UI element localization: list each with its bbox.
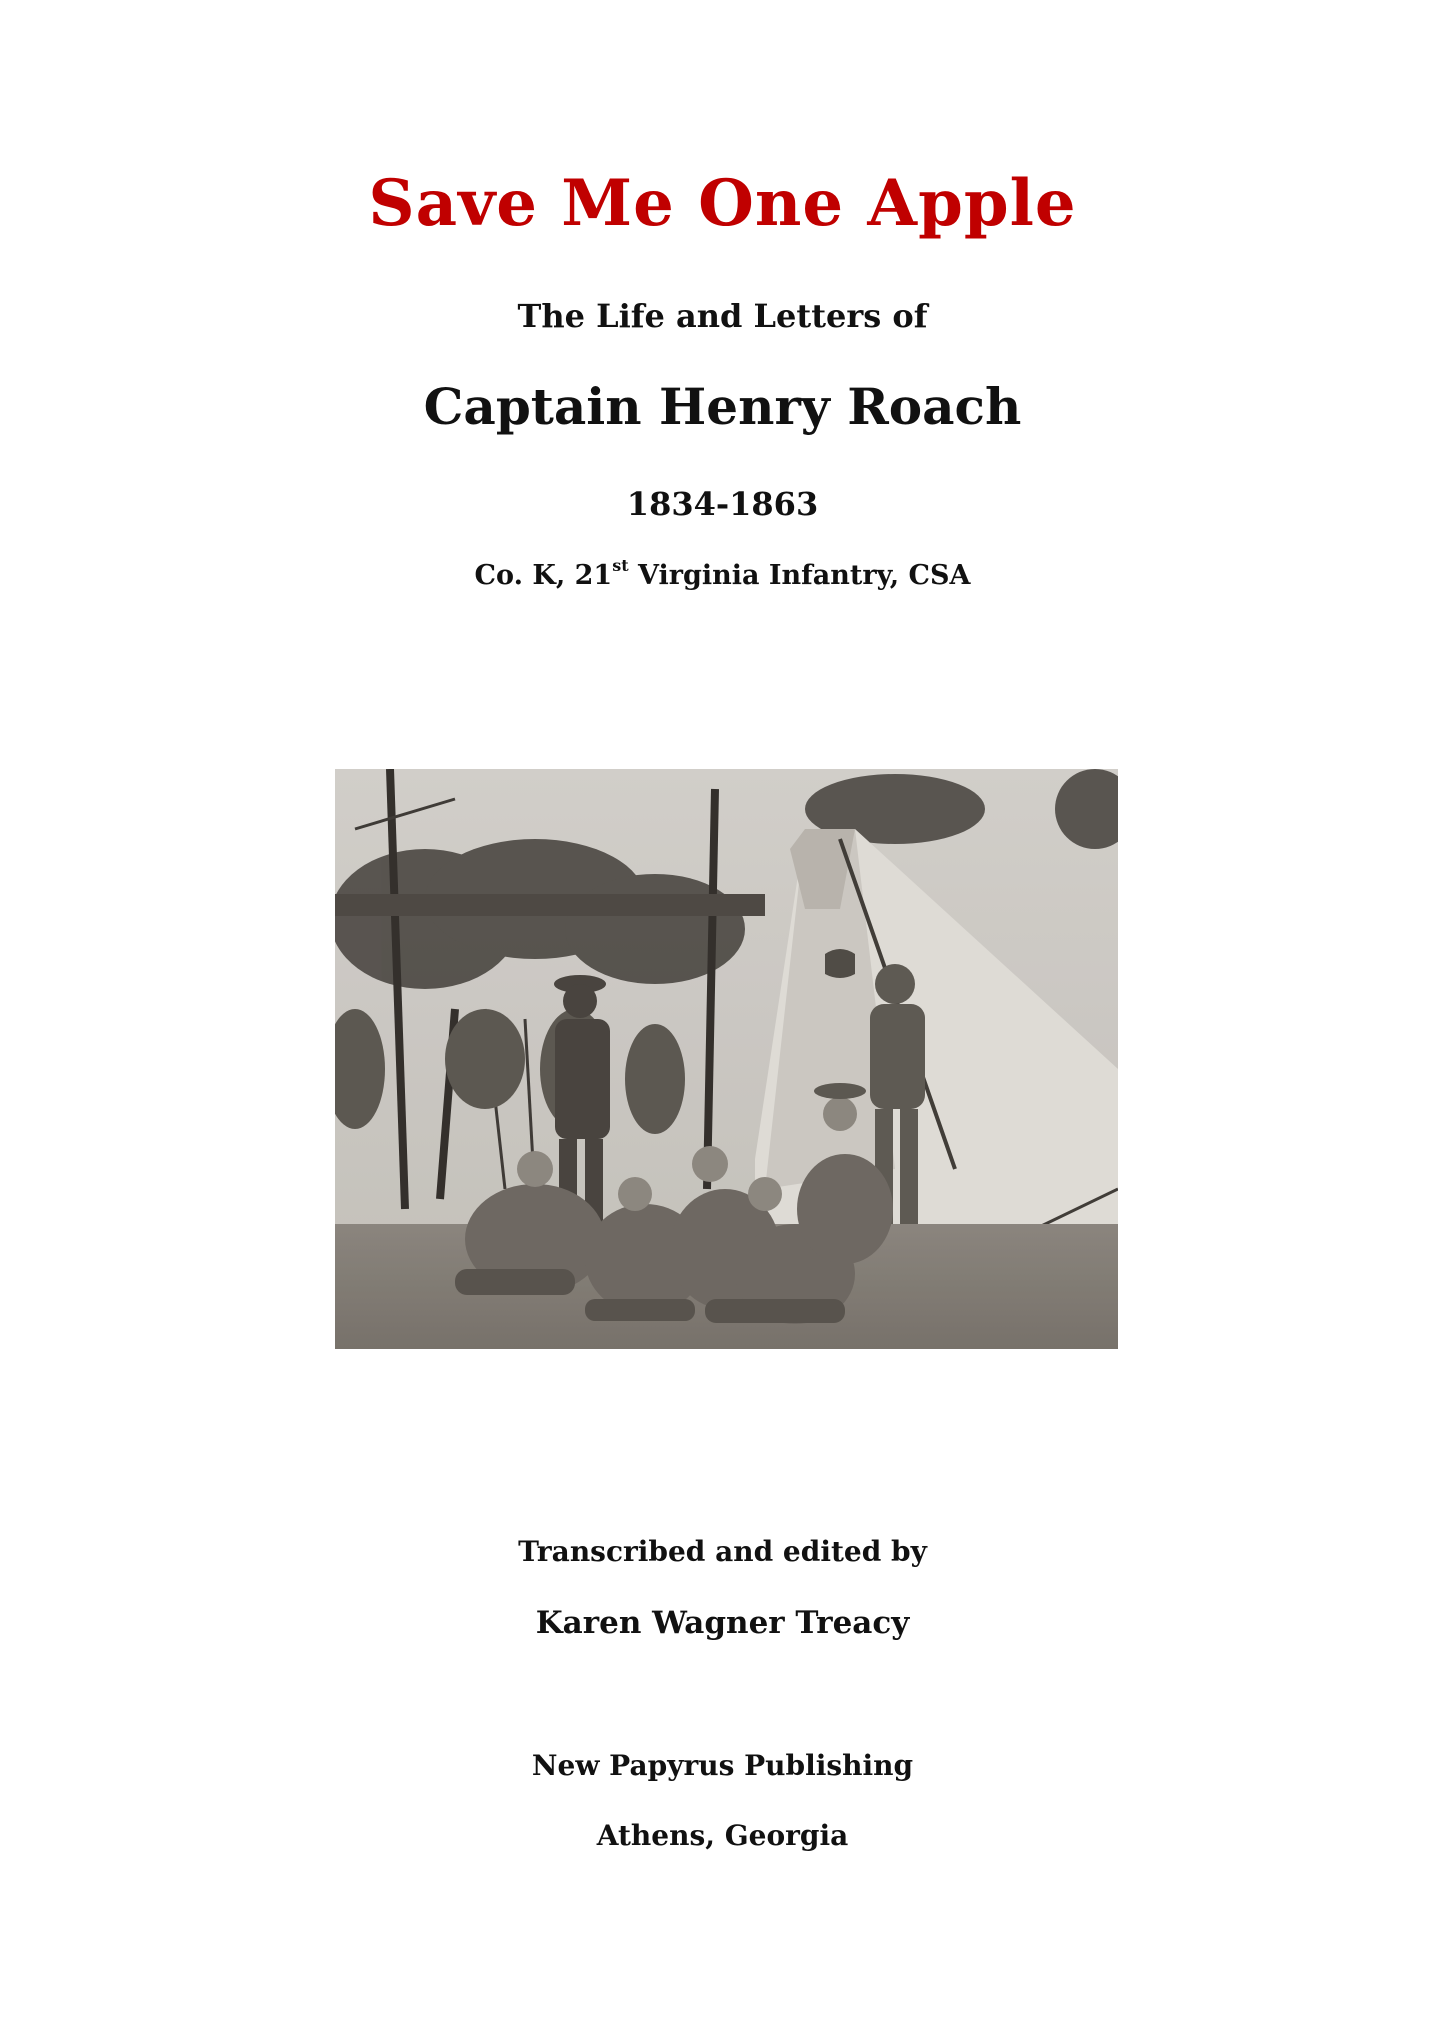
editor-name: Karen Wagner Treacy — [535, 1605, 910, 1641]
life-dates: 1834-1863 — [626, 485, 819, 523]
cover-photograph — [335, 769, 1118, 1349]
military-unit — [0, 556, 1445, 591]
camp-photo-illustration — [335, 769, 1118, 1349]
subject-name: Captain Henry Roach — [423, 377, 1022, 436]
unit-suffix: Virginia Infantry, CSA — [628, 560, 971, 591]
publisher-name: New Papyrus Publishing — [531, 1749, 914, 1782]
unit-ordinal: st — [612, 556, 629, 575]
unit-prefix: Co. K, 21 — [474, 560, 613, 591]
book-subtitle: The Life and Letters of — [517, 297, 928, 335]
publisher-location: Athens, Georgia — [596, 1819, 849, 1852]
book-title: Save Me One Apple — [368, 166, 1077, 241]
editor-credit-label: Transcribed and edited by — [518, 1535, 927, 1568]
